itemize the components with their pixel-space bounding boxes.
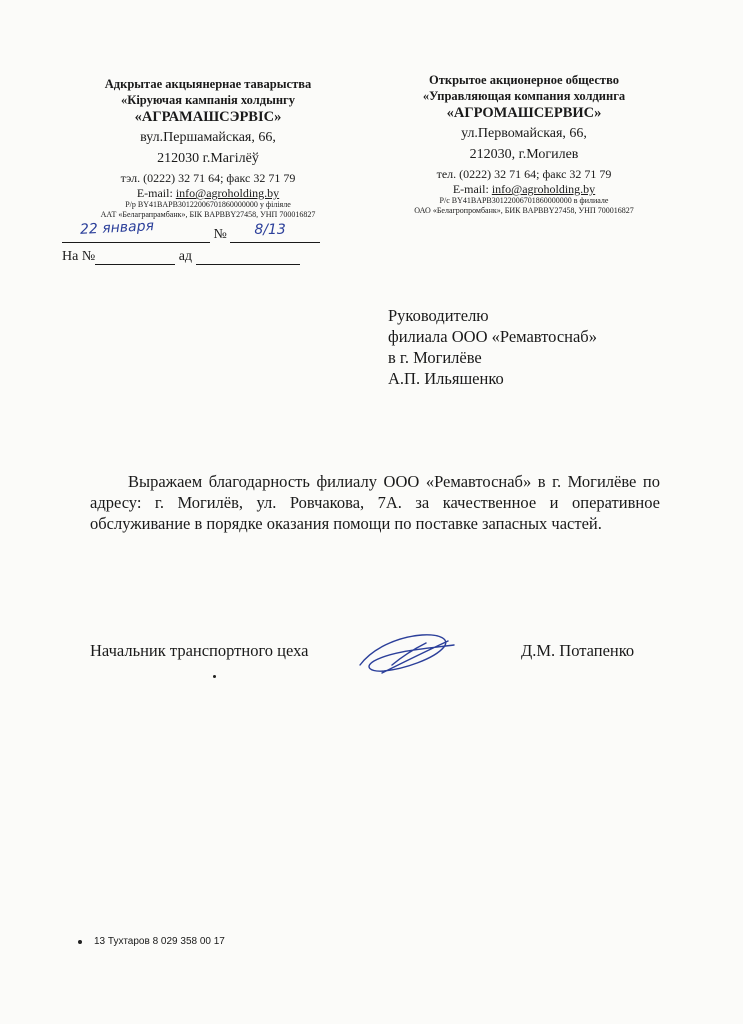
letterhead-russian [388,72,660,216]
incoming-reference [62,248,300,265]
bank-details-by: ААТ «Белаграпрамбанк», БІК BAPBBY27458, УНП 700016827 [100,210,316,219]
signatory-name: Д.М. Потапенко [521,641,635,660]
ink-speck [78,940,82,944]
letterhead-belarusian [72,76,344,220]
phones-ru: тел. (0222) 32 71 64; факс 32 71 79 [436,167,612,181]
email-label-by: E-mail: [136,186,176,200]
bank-details-ru: ОАО «Белагропромбанк», БИК BAPBBY27458, УНП 700016827 [414,206,634,215]
org-name-ru: «Управляющая компания холдинга [422,89,626,103]
letter-body: Выражаем благодарность филиалу ООО «Ремавтоснаб» в г. Могилёве по адресу: г. Могилёв, ул. Ровчакова, 7А. за качественное и оперативное обслуживание в порядке оказания помощи по поставке запасных частей. [90,472,660,533]
executor-note: 13 Тухтаров 8 029 358 00 17 [94,936,225,947]
ref-number-field [95,248,175,265]
number-field [230,222,320,243]
addressee-line-4: А.П. Ильяшенко [388,369,504,388]
street-ru: ул.Первомайская, 66, [461,126,587,141]
email-line-ru [388,182,660,196]
email-link-by[interactable]: info@agroholding.by [175,186,280,200]
handwritten-date: 22 января [79,218,155,238]
handwritten-number: 8/13 [254,222,286,238]
ref-label: На № [62,249,96,264]
ink-speck [213,675,216,678]
outgoing-registration [62,218,320,243]
org-type-by: Адкрытае акцыянернае таварыства [104,77,312,91]
handwritten-signature [352,625,462,681]
org-type-ru: Открытое акционерное общество [429,73,619,87]
phones-by: тэл. (0222) 32 71 64; факс 32 71 79 [120,171,296,185]
email-label-ru: E-mail: [452,182,492,196]
date-field [62,218,210,243]
addressee-line-1: Руководителю [388,306,489,325]
signatory-title: Начальник транспортного цеха [90,641,309,660]
addressee-line-2: филиала ООО «Ремавтоснаб» [388,327,597,346]
city-ru: 212030, г.Могилев [469,147,579,162]
brand-by: «АГРАМАШСЭРВІС» [134,109,282,125]
ref-date-field [196,248,300,265]
org-name-by: «Кіруючая кампанія холдынгу [121,93,295,107]
street-by: вул.Першамайская, 66, [140,130,276,145]
city-by: 212030 г.Магілёў [157,151,259,166]
addressee-block [388,305,597,389]
bank-account-ru: Р/с BY41BAPB30122006701860000000 в филиале [439,196,609,205]
addressee-line-3: в г. Могилёве [388,348,482,367]
email-line-by [72,186,344,200]
from-label: ад [178,249,193,264]
email-link-ru[interactable]: info@agroholding.by [491,182,596,196]
bank-account-by: Р/р BY41BAPB30122006701860000000 у філіяле [125,200,291,209]
number-label: № [213,227,227,242]
brand-ru: «АГРОМАШСЕРВИС» [446,105,602,121]
